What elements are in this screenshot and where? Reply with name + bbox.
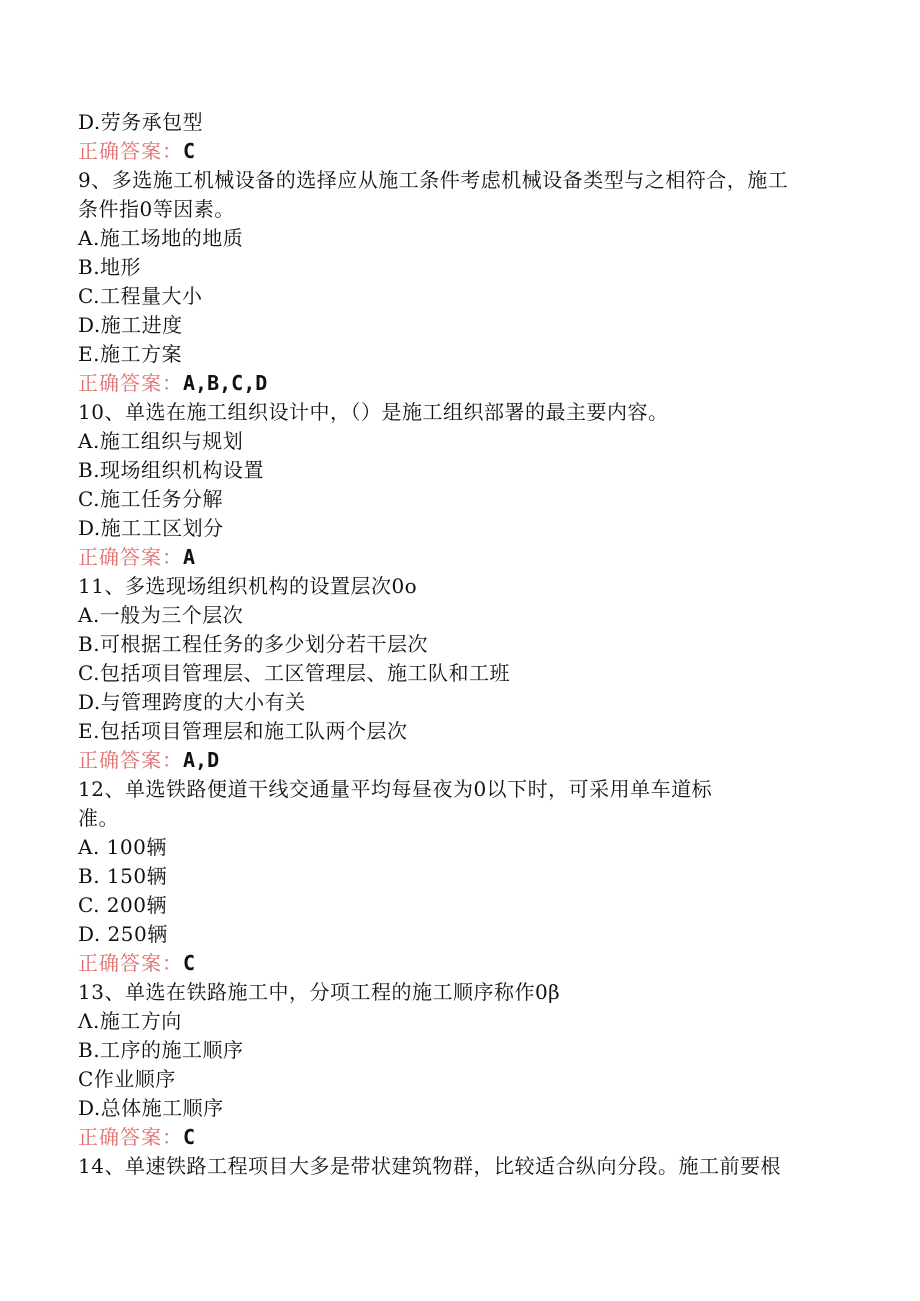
option-item: B.现场组织机构设置 bbox=[78, 458, 265, 482]
question-block-12 bbox=[78, 775, 838, 978]
option-item: C.包括项目管理层、工区管理层、施工队和工班 bbox=[78, 661, 510, 685]
option-item: B. 150辆 bbox=[78, 864, 168, 888]
question-block-10 bbox=[78, 398, 838, 572]
question-text: 14、单速铁路工程项目大多是带状建筑物群，比较适合纵向分段。施工前要根 bbox=[78, 1154, 781, 1178]
option-item: B.工序的施工顺序 bbox=[78, 1038, 244, 1062]
answer-value: A,D bbox=[183, 748, 220, 772]
option-item: D.总体施工顺序 bbox=[78, 1096, 224, 1120]
option-item: C.工程量大小 bbox=[78, 284, 203, 308]
answer-line bbox=[78, 746, 838, 775]
question-text: 10、单选在施工组织设计中，（）是施工组织部署的最主要内容。 bbox=[78, 400, 669, 424]
answer-value: C bbox=[183, 1125, 196, 1149]
question-text: 9、多选施工机械设备的选择应从施工条件考虑机械设备类型与之相符合，施工 bbox=[78, 168, 789, 192]
answer-value: A,B,C,D bbox=[183, 371, 268, 395]
option-item: A.一般为三个层次 bbox=[78, 603, 244, 627]
top-option: D.劳务承包型 bbox=[78, 110, 204, 134]
option-item: A.施工组织与规划 bbox=[78, 429, 244, 453]
option-item: C作业顺序 bbox=[78, 1067, 176, 1091]
question-text: 11、多选现场组织机构的设置层次0o bbox=[78, 574, 418, 598]
answer-line bbox=[78, 369, 838, 398]
option-item: C.施工任务分解 bbox=[78, 487, 223, 511]
answer-value: C bbox=[183, 139, 196, 163]
option-item: B.可根据工程任务的多少划分若干层次 bbox=[78, 632, 429, 656]
question-block-11 bbox=[78, 572, 838, 775]
document-page bbox=[78, 108, 838, 1181]
option-item: A. 100辆 bbox=[78, 835, 167, 859]
answer-label: 正确答案： bbox=[78, 1125, 183, 1149]
question-text: 12、单选铁路便道干线交通量平均每昼夜为0以下时，可采用单车道标 bbox=[78, 777, 713, 801]
option-item: B.地形 bbox=[78, 255, 142, 279]
answer-line bbox=[78, 543, 838, 572]
answer-line bbox=[78, 949, 838, 978]
question-text: 条件指0等因素。 bbox=[78, 197, 235, 221]
answer-label: 正确答案： bbox=[78, 748, 183, 772]
option-item: D. 250辆 bbox=[78, 922, 168, 946]
question-text: 13、单选在铁路施工中，分项工程的施工顺序称作0β bbox=[78, 980, 561, 1004]
answer-value: C bbox=[183, 951, 196, 975]
top-answer bbox=[78, 137, 838, 166]
option-item: E.包括项目管理层和施工队两个层次 bbox=[78, 719, 408, 743]
option-item: D.施工工区划分 bbox=[78, 516, 224, 540]
answer-label: 正确答案： bbox=[78, 371, 183, 395]
answer-label: 正确答案： bbox=[78, 951, 183, 975]
question-block-9 bbox=[78, 166, 838, 398]
answer-value: A bbox=[183, 545, 196, 569]
question-text: 准。 bbox=[78, 806, 119, 830]
option-item: D.与管理跨度的大小有关 bbox=[78, 690, 306, 714]
option-item: E.施工方案 bbox=[78, 342, 182, 366]
answer-label: 正确答案： bbox=[78, 139, 183, 163]
option-item: A.施工场地的地质 bbox=[78, 226, 244, 250]
answer-label: 正确答案： bbox=[78, 545, 183, 569]
question-block-13 bbox=[78, 978, 838, 1152]
answer-line bbox=[78, 1123, 838, 1152]
option-item: Λ.施工方向 bbox=[78, 1009, 182, 1033]
option-item: D.施工进度 bbox=[78, 313, 183, 337]
option-item: C. 200辆 bbox=[78, 893, 167, 917]
